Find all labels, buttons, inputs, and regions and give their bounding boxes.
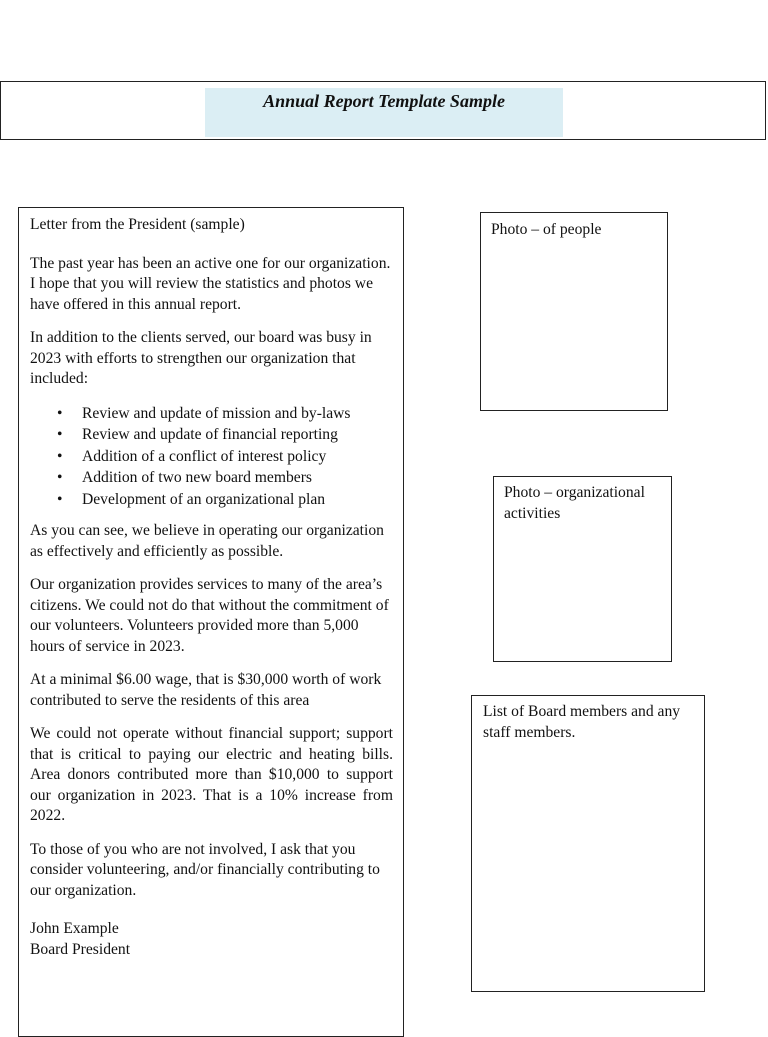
document-title: Annual Report Template Sample: [263, 91, 505, 111]
board-list-label: List of Board members and any staff members.: [483, 703, 681, 741]
letter-paragraph-2: In addition to the clients served, our board was busy in 2023 with efforts to strengthen our organization that included:: [30, 329, 372, 387]
signature-name: John Example: [30, 920, 119, 937]
list-item: • Development of an organizational plan: [82, 489, 393, 511]
photo-activities-label: Photo – organizational activities: [504, 484, 645, 522]
photo-placeholder-people: [480, 212, 668, 411]
letter-paragraph-5: At a minimal $6.00 wage, that is $30,000 worth of work contributed to serve the residents of this area: [30, 671, 382, 709]
list-item: • Review and update of financial reporting: [82, 424, 393, 446]
photo-placeholder-activities: [493, 476, 672, 662]
photo-people-label: Photo – of people: [491, 221, 602, 238]
letter-paragraph-4: Our organization provides services to many of the area’s citizens. We could not do that without the commitment of our volunteers. Volunteers provided more than 5,000 hours of service in 2023.: [30, 576, 389, 655]
list-item: • Addition of two new board members: [82, 467, 393, 489]
title-box: [205, 88, 563, 137]
president-letter: [18, 207, 404, 1037]
letter-heading: Letter from the President (sample): [30, 216, 245, 233]
letter-paragraph-1: The past year has been an active one for our organization. I hope that you will review the statistics and photos we have offered in this annual report.: [30, 254, 391, 313]
board-members-placeholder: [471, 695, 705, 992]
letter-paragraph-6: We could not operate without financial support; support that is critical to paying our electric and heating bills. Area donors contributed more than $10,000 to support our organization in 2023. That is a 10% increase from 2022.: [30, 725, 393, 824]
signature-block: [30, 919, 393, 960]
signature-title: Board President: [30, 940, 131, 958]
list-item: • Addition of a conflict of interest policy: [82, 446, 393, 468]
letter-paragraph-7: To those of you who are not involved, I ask that you consider volunteering, and/or financially contributing to our organization.: [30, 840, 380, 899]
board-efforts-list: [30, 403, 393, 511]
list-item: • Review and update of mission and by-laws: [82, 403, 393, 425]
letter-paragraph-3: As you can see, we believe in operating our organization as effectively and efficiently as possible.: [30, 522, 384, 560]
